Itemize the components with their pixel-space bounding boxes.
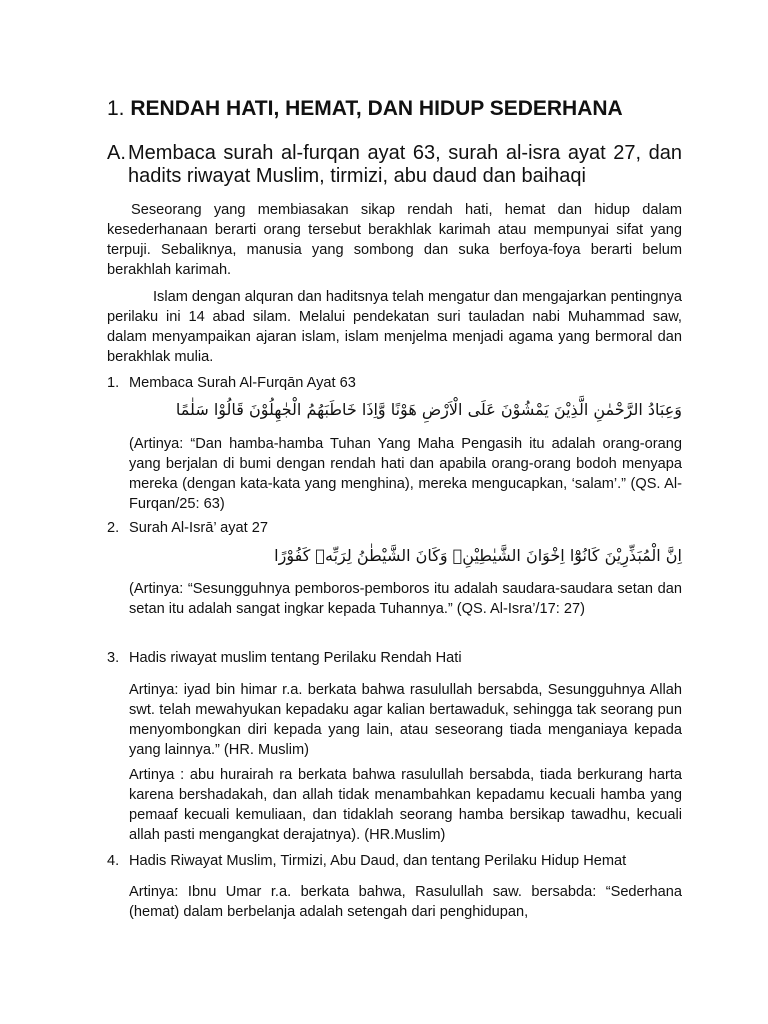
list-item-title: Membaca Surah Al-Furqān Ayat 63 (129, 375, 356, 391)
list-item-number: 3. (107, 650, 120, 666)
list-item-number: 2. (107, 520, 120, 536)
list-item-title: Hadis Riwayat Muslim, Tirmizi, Abu Daud, dan tentang Perilaku Hidup Hemat (129, 853, 627, 869)
list-item-number: 4. (107, 853, 120, 869)
hadith-text-4: Artinya: Ibnu Umar r.a. berkata bahwa, Rasulullah saw. bersabda: “Sederhana (hemat) dalam berbelanja adalah setengah dari penghidupan, (129, 884, 682, 920)
paragraph-2: Islam dengan alquran dan haditsnya telah mengatur dan mengajarkan pentingnya perilaku ini 14 abad silam. Melalui pendekatan suri tauladan nabi Muhammad saw, dalam menyampaikan ajaran islam, islam menjelma menjadi agama yang bermoral dan berakhlak mulia. (107, 289, 682, 365)
arabic-verse-isra: اِنَّ الْمُبَذِّرِيْنَ كَانُوْٓا اِخْوَانَ الشَّيٰطِيْنِۗ وَكَانَ الشَّيْطٰنُ لِرَبِّهٖ كَفُوْرًا (274, 546, 682, 565)
translation-furqan: (Artinya: “Dan hamba-hamba Tuhan Yang Maha Pengasih itu adalah orang-orang yang berjalan di bumi dengan rendah hati dan apabila orang-orang bodoh menyapa mereka (dengan kata-kata yang menghina), mereka mengucapkan, ‘salam’.” (QS. Al-Furqan/25: 63) (129, 436, 682, 512)
hadith-text-2: Artinya : abu hurairah ra berkata bahwa rasulullah bersabda, tiada berkurang harta karena bershadakah, dan allah tidak menambahkan kepadamu kecuali hamba yang pemaaf kecuali kemuliaan, dan tidaklah seorang hamba bersikap tawadhu, kecuali allah pasti mengangkat derajatnya). (HR.Muslim) (129, 767, 682, 843)
hadith-text-1: Artinya: iyad bin himar r.a. berkata bahwa rasulullah bersabda, Sesungguhnya Allah swt. telah mewahyukan kepadaku agar kalian bertawaduk, sehingga tak seorang pun menyombongkan diri kepada yang lain, atau seseorang tiada menganiaya kepada yang lainnya.” (HR. Muslim) (129, 682, 682, 758)
paragraph-1: Seseorang yang membiasakan sikap rendah hati, hemat dan hidup dalam kesederhanaan berarti orang tersebut berakhlak karimah atau mempunyai sifat yang terpuji. Sebaliknya, manusia yang sombong dan suka berfoya-foya berarti belum berakhlah karimah. (107, 202, 682, 278)
list-item-title: Surah Al-Isrā’ ayat 27 (129, 520, 268, 536)
list-item-number: 1. (107, 375, 120, 391)
section-a (107, 142, 682, 188)
title-text: RENDAH HATI, HEMAT, DAN HIDUP SEDERHANA (130, 97, 623, 120)
title-number: 1. (107, 97, 125, 120)
list-item-title: Hadis riwayat muslim tentang Perilaku Rendah Hati (129, 650, 462, 666)
section-a-text: Membaca surah al-furqan ayat 63, surah al-isra ayat 27, dan hadits riwayat Muslim, tirmizi, abu daud dan baihaqi (128, 142, 682, 187)
translation-isra: (Artinya: “Sesungguhnya pemboros-pemboros itu adalah saudara-saudara setan dan setan itu adalah sangat ingkar kepada Tuhannya.” (QS. Al-Isra’/17: 27) (129, 581, 682, 617)
page-title (107, 97, 623, 121)
arabic-verse-furqan: وَعِبَادُ الرَّحْمٰنِ الَّذِيْنَ يَمْشُوْنَ عَلَى الْاَرْضِ هَوْنًا وَّاِذَا خَاطَبَهُمُ الْجٰهِلُوْنَ قَالُوْا سَلٰمًا (175, 400, 682, 419)
section-a-label: A. (107, 142, 126, 164)
